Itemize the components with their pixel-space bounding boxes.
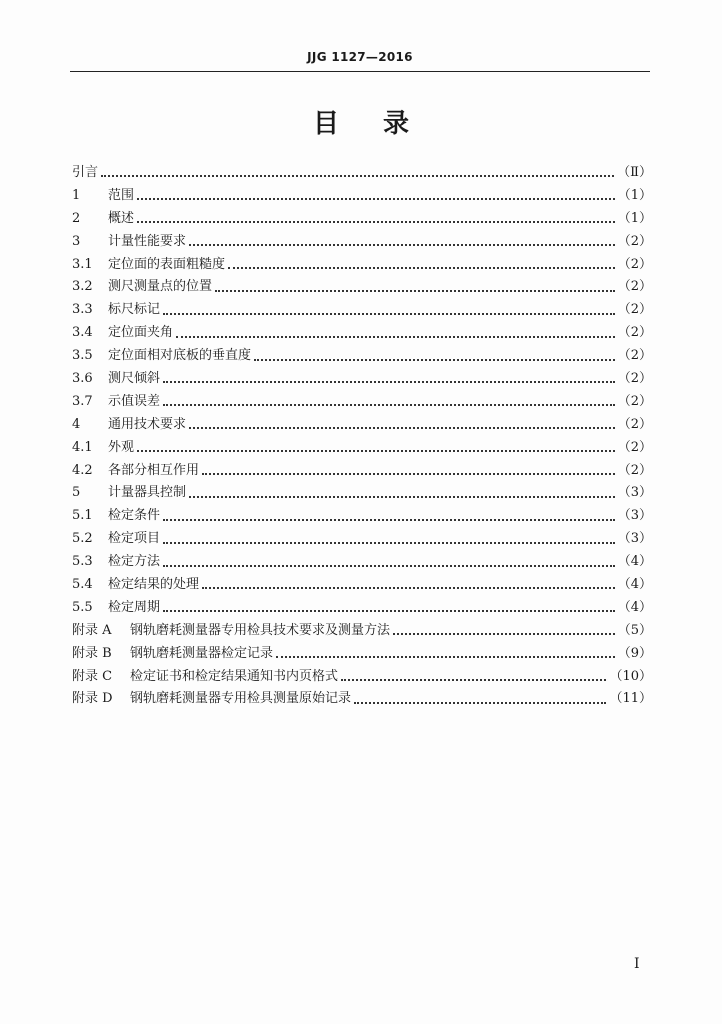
toc-entry-number: 附录 A [72, 622, 112, 638]
toc-entry-title: 检定证书和检定结果通知书内页格式 [130, 668, 339, 684]
toc-entry[interactable] [72, 345, 652, 368]
dot-leader [163, 565, 615, 567]
dot-leader [163, 313, 615, 315]
toc-entry-number: 4.2 [72, 462, 93, 478]
toc-entry-number: 附录 C [72, 668, 113, 684]
toc-entry[interactable] [72, 185, 652, 208]
toc-entry[interactable] [72, 437, 652, 460]
toc-entry-page: （10） [609, 668, 652, 684]
toc-entry-page: （1） [617, 210, 652, 226]
toc-entry[interactable] [72, 162, 652, 185]
toc-entry-title: 检定结果的处理 [108, 577, 200, 593]
dot-leader [137, 221, 615, 223]
toc-entry-page: （5） [617, 622, 652, 638]
dot-leader [189, 496, 615, 498]
toc-entry-page: （2） [617, 325, 652, 341]
toc-entry[interactable] [72, 482, 652, 505]
toc-entry-number: 5.4 [72, 577, 93, 593]
toc-entry-page: （2） [617, 302, 652, 318]
toc-entry-number: 3.2 [72, 279, 93, 295]
dot-leader [276, 656, 615, 658]
toc-entry[interactable] [72, 528, 652, 551]
toc-entry[interactable] [72, 460, 652, 483]
dot-leader [163, 404, 615, 406]
toc-entry[interactable] [72, 597, 652, 620]
toc-entry[interactable] [72, 368, 652, 391]
dot-leader [393, 633, 615, 635]
toc-entry-page: （11） [609, 691, 652, 707]
dot-leader [163, 519, 615, 521]
toc-entry[interactable] [72, 688, 652, 711]
toc-entry-number: 4.1 [72, 439, 93, 455]
dot-leader [137, 450, 615, 452]
toc-entry[interactable] [72, 299, 652, 322]
toc-entry[interactable] [72, 505, 652, 528]
toc-entry-number: 1 [72, 187, 81, 203]
toc-entry-number: 3.1 [72, 256, 93, 272]
toc-entry-page: （4） [617, 577, 652, 593]
toc-entry-title: 定位面相对底板的垂直度 [108, 348, 252, 364]
toc-entry-page: （2） [617, 439, 652, 455]
toc-entry-title: 钢轨磨耗测量器专用检具测量原始记录 [130, 691, 352, 707]
toc-entry[interactable] [72, 322, 652, 345]
toc-entry-title: 标尺标记 [108, 302, 161, 318]
toc-entry-page: （2） [617, 256, 652, 272]
dot-leader [202, 587, 615, 589]
toc-entry-page: （2） [617, 393, 652, 409]
toc-entry-number: 2 [72, 210, 81, 226]
toc-entry-number: 3.5 [72, 348, 93, 364]
toc-entry-title: 测尺测量点的位置 [108, 279, 213, 295]
toc-entry-number: 引言 [72, 165, 99, 180]
toc-entry-title: 计量性能要求 [108, 233, 187, 249]
dot-leader [228, 267, 615, 269]
toc-entry-page: （4） [617, 554, 652, 570]
toc-entry-number: 3 [72, 233, 81, 249]
toc-entry[interactable] [72, 666, 652, 689]
dot-leader [341, 679, 606, 681]
toc-entry-title: 概述 [108, 210, 135, 226]
toc-entry-page: （3） [617, 531, 652, 547]
toc-entry-page: （1） [617, 187, 652, 203]
toc-entry-title: 通用技术要求 [108, 416, 187, 432]
toc-entry-title: 检定方法 [108, 554, 161, 570]
toc-entry-number: 3.4 [72, 325, 93, 341]
document-code-header: JJG 1127—2016 [307, 50, 413, 64]
toc-entry-title: 计量器具控制 [108, 485, 187, 501]
toc-entry-page: （9） [617, 645, 652, 661]
dot-leader [137, 198, 615, 200]
dot-leader [163, 381, 615, 383]
dot-leader [189, 427, 615, 429]
toc-entry-number: 5.1 [72, 508, 93, 524]
toc-entry-number: 4 [72, 416, 81, 432]
toc-entry-number: 附录 B [72, 645, 112, 661]
toc-entry-title: 检定条件 [108, 508, 161, 524]
toc-entry-title: 范围 [108, 187, 135, 203]
toc-entry-number: 5 [72, 485, 81, 501]
toc-entry[interactable] [72, 643, 652, 666]
dot-leader [189, 244, 615, 246]
toc-entry[interactable] [72, 391, 652, 414]
toc-entry-title: 钢轨磨耗测量器检定记录 [130, 645, 274, 661]
toc-entry-page: （3） [617, 508, 652, 524]
toc-entry[interactable] [72, 574, 652, 597]
toc-entry[interactable] [72, 208, 652, 231]
toc-entry-page: （3） [617, 485, 652, 501]
header-rule [70, 71, 650, 72]
toc-entry[interactable] [72, 414, 652, 437]
toc-entry-number: 3.3 [72, 302, 93, 318]
toc-entry-number: 附录 D [72, 691, 113, 707]
toc-entry-title: 检定项目 [108, 531, 161, 547]
dot-leader [176, 336, 615, 338]
toc-entry[interactable] [72, 620, 652, 643]
toc-entry-page: （2） [617, 416, 652, 432]
toc-entry[interactable] [72, 276, 652, 299]
dot-leader [101, 175, 614, 177]
dot-leader [354, 702, 606, 704]
toc-entry-page: （Ⅱ） [617, 165, 652, 180]
toc-entry-page: （2） [617, 233, 652, 249]
toc-entry-number: 5.3 [72, 554, 93, 570]
toc-entry-title: 检定周期 [108, 599, 161, 615]
toc-entry-title: 示值误差 [108, 393, 161, 409]
dot-leader [254, 359, 615, 361]
toc-entry-title: 钢轨磨耗测量器专用检具技术要求及测量方法 [130, 622, 391, 638]
toc-entry-page: （2） [617, 371, 652, 387]
toc-entry-title: 定位面夹角 [108, 325, 174, 341]
table-of-contents [72, 162, 652, 711]
toc-entry-number: 3.6 [72, 371, 93, 387]
toc-entry-page: （4） [617, 599, 652, 615]
toc-entry-page: （2） [617, 279, 652, 295]
toc-entry-number: 5.5 [72, 599, 93, 615]
toc-entry-title: 各部分相互作用 [108, 462, 200, 478]
toc-entry-number: 3.7 [72, 393, 93, 409]
dot-leader [202, 473, 615, 475]
toc-entry[interactable] [72, 231, 652, 254]
toc-entry-page: （2） [617, 462, 652, 478]
toc-entry-number: 5.2 [72, 531, 93, 547]
dot-leader [163, 542, 615, 544]
page-number: I [634, 956, 640, 972]
dot-leader [215, 290, 615, 292]
toc-entry-title: 定位面的表面粗糙度 [108, 256, 226, 272]
toc-entry-title: 外观 [108, 439, 135, 455]
dot-leader [163, 610, 615, 612]
toc-entry[interactable] [72, 551, 652, 574]
toc-entry[interactable] [72, 254, 652, 277]
toc-entry-title: 测尺倾斜 [108, 371, 161, 387]
toc-entry-page: （2） [617, 348, 652, 364]
page-title: 目录 [312, 109, 453, 139]
